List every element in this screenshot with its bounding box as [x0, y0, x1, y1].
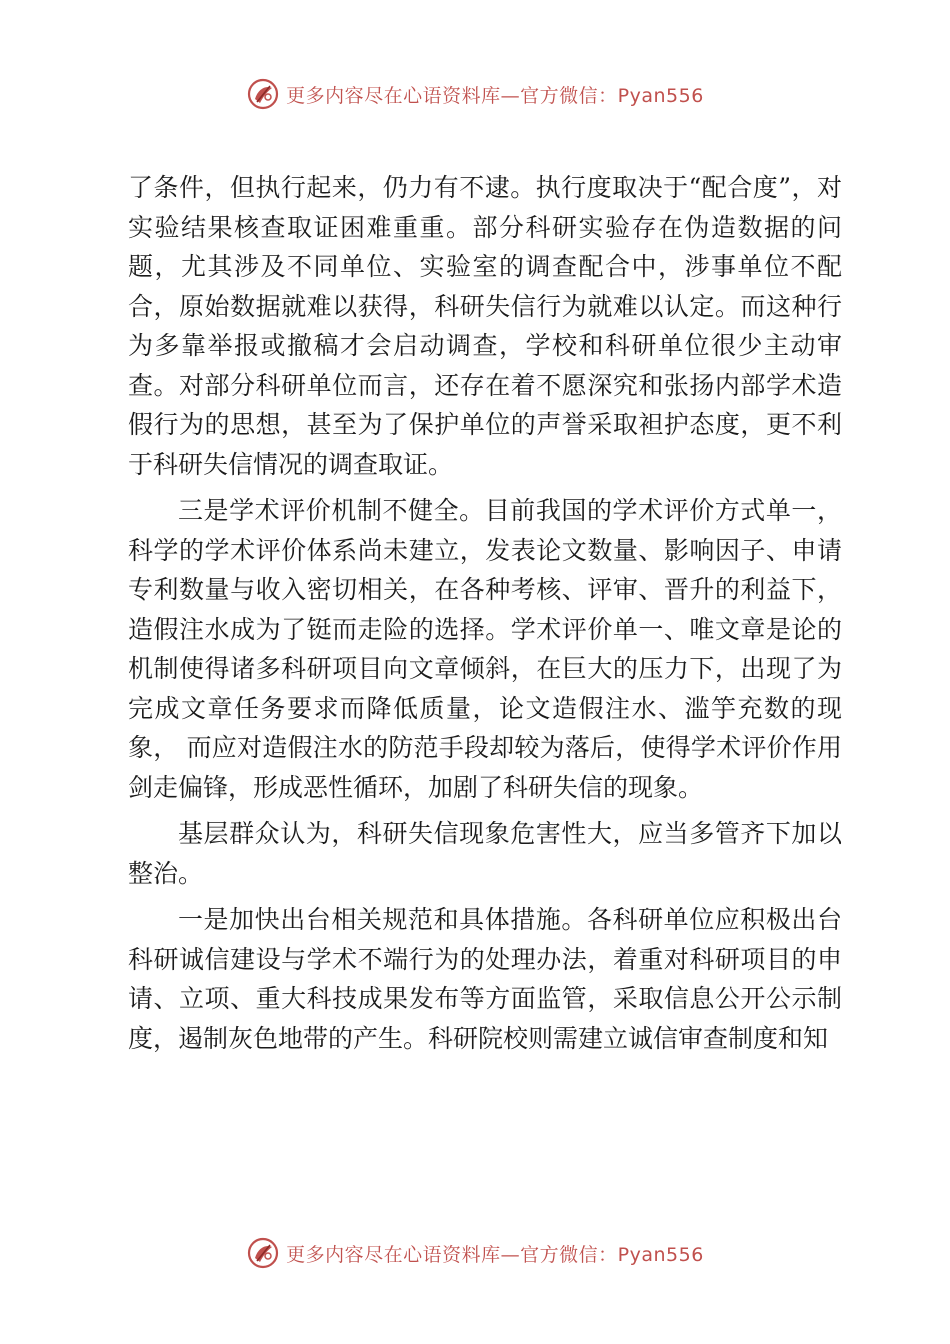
paragraph-3: 基层群众认为，科研失信现象危害性大，应当多管齐下加以整治。 [128, 819, 842, 888]
watermark-text-en: Pyan556 [617, 1243, 704, 1266]
watermark-text-cn: 更多内容尽在心语资料库—官方微信： [286, 84, 618, 107]
paragraph-1: 了条件，但执行起来，仍力有不逮。执行度取决于“配合度”，对实验结果核查取证困难重重。部分科研实验存在伪造数据的问题，尤其涉及不同单位、实验室的调查配合中，涉事单位不配合，原始数据就难以获得，科研失信行为就难以认定。而这种行为多靠举报或撤稿才会启动调查，学校和科研单位很少主动审查。对部分科研单位而言，还存在着不愿深究和张扬内部学术造假行为的思想，甚至为了保护单位的声誉采取袒护态度，更不利于科研失信情况的调查取证。 [128, 173, 842, 479]
paragraph-2: 三是学术评价机制不健全。目前我国的学术评价方式单一，科学的学术评价体系尚未建立，发表论文数量、影响因子、申请专利数量与收入密切相关，在各种考核、评审、晋升的利益下，造假注水成为了铤而走险的选择。学术评价单一、唯文章是论的机制使得诸多科研项目向文章倾斜，在巨大的压力下，出现了为完成文章任务要求而降低质量，论文造假注水、滥竽充数的现象， 而应对造假注水的防范手段却较为落后，使得学术评价作用剑走偏锋，形成恶性循环，加剧了科研失信的现象。 [128, 496, 842, 802]
watermark-text-en: Pyan556 [617, 84, 704, 107]
document-body [128, 168, 842, 1058]
flower-logo-icon [246, 1236, 280, 1270]
watermark-text-cn: 更多内容尽在心语资料库—官方微信： [286, 1243, 618, 1266]
watermark-text [286, 81, 704, 108]
header-watermark [0, 72, 950, 116]
watermark-text [286, 1240, 704, 1267]
flower-logo-icon [246, 77, 280, 111]
paragraph-4: 一是加快出台相关规范和具体措施。各科研单位应积极出台科研诚信建设与学术不端行为的处理办法，着重对科研项目的申请、立项、重大科技成果发布等方面监管，采取信息公开公示制度，遏制灰色地带的产生。科研院校则需建立诚信审查制度和知 [128, 905, 842, 1053]
footer-watermark [0, 1231, 950, 1275]
